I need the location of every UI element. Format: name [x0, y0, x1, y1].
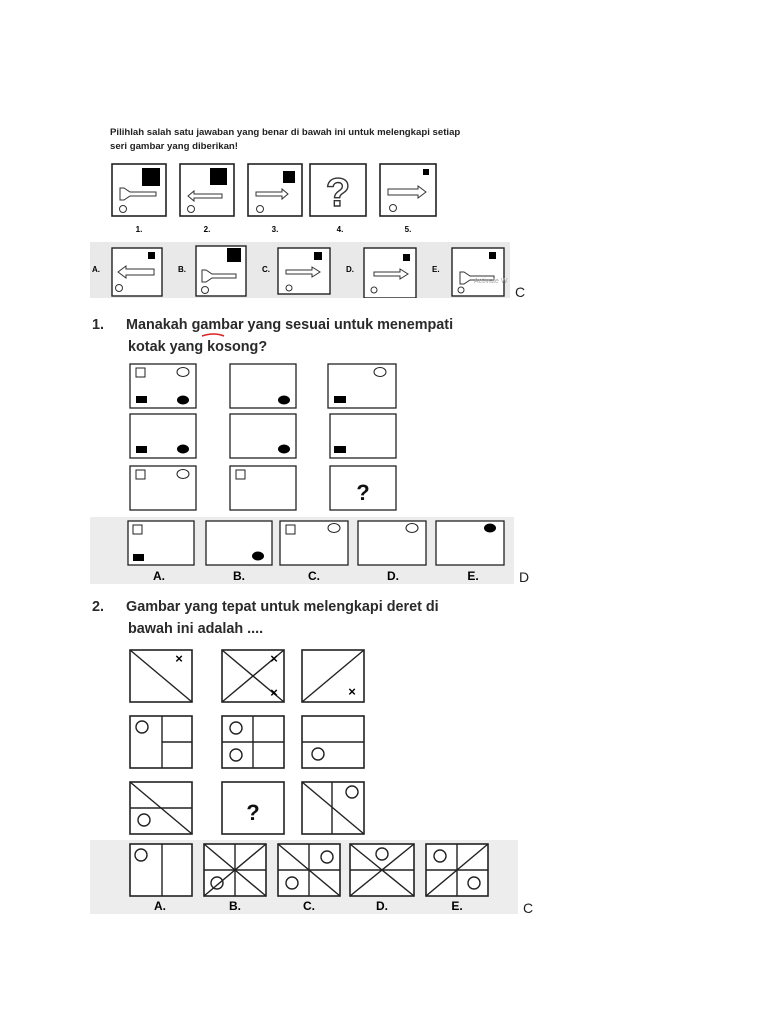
option-label-e: E.: [451, 899, 463, 913]
question-mark: ?: [325, 171, 351, 215]
option-label-a: A.: [92, 265, 100, 274]
option-a-figure: [128, 521, 194, 565]
grid-box-r3c2: [230, 466, 296, 510]
option-label-c: C.: [303, 899, 315, 913]
option-label-b: B.: [178, 265, 186, 274]
question-mark: ?: [356, 480, 370, 505]
series-box-r3c2: [222, 782, 284, 834]
option-c-figure: [278, 248, 330, 294]
sequence-label-1: 1.: [135, 225, 143, 234]
grid-box-r1c1: [130, 364, 196, 408]
grid-box-r1c3: [328, 364, 396, 408]
option-a-figure: [130, 844, 192, 896]
option-b-figure: [204, 844, 266, 896]
option-d-figure: [350, 844, 414, 896]
sequence-figure: [90, 122, 510, 298]
sequence-box-1: [112, 164, 166, 216]
series-box-r1c2: [222, 650, 284, 702]
option-label-d: D.: [376, 899, 388, 913]
answer-3: C: [523, 900, 534, 916]
sequence-label-4: 4.: [336, 225, 344, 234]
sequence-box-3: [248, 164, 302, 216]
sequence-label-5: 5.: [404, 225, 412, 234]
option-e-figure: [426, 844, 488, 896]
question-block-2: [90, 312, 514, 584]
grid-box-r1c2: [230, 364, 296, 408]
sequence-box-4: [310, 164, 366, 216]
svg-text:×: ×: [270, 651, 278, 666]
series-box-r2c1: [130, 716, 192, 768]
option-label-c: C.: [308, 569, 320, 583]
watermark-text: Activate W: [474, 278, 508, 285]
question-block-3: [90, 592, 518, 914]
question-block-1: [90, 122, 510, 298]
series-box-r1c1: [130, 650, 192, 702]
option-e-figure: [436, 521, 504, 565]
option-d-figure: [364, 248, 416, 298]
option-label-c: C.: [262, 265, 270, 274]
option-label-e: E.: [432, 265, 440, 274]
question-number: 1.: [92, 317, 105, 333]
question-line-2: bawah ini adalah ....: [128, 621, 264, 637]
option-d-figure: [358, 521, 426, 565]
question-line-1: Gambar yang tepat untuk melengkapi deret di: [126, 599, 439, 615]
option-label-a: A.: [154, 899, 166, 913]
sequence-box-2: [180, 164, 234, 216]
series-box-r2c3: [302, 716, 364, 768]
option-label-d: D.: [387, 569, 399, 583]
series-box-r3c3: [302, 782, 364, 834]
question-line-2: kotak yang kosong?: [128, 339, 268, 355]
sequence-label-3: 3.: [271, 225, 279, 234]
option-label-b: B.: [233, 569, 245, 583]
answer-2: D: [519, 569, 530, 585]
question-number: 2.: [92, 599, 105, 615]
svg-text:×: ×: [348, 684, 356, 699]
option-label-e: E.: [467, 569, 479, 583]
answer-1: C: [515, 284, 526, 300]
option-label-b: B.: [229, 899, 241, 913]
grid-box-r3c3: [330, 466, 396, 510]
series-box-r3c1: [130, 782, 192, 834]
sequence-label-2: 2.: [203, 225, 211, 234]
series-box-r2c2: [222, 716, 284, 768]
grid-box-r2c1: [130, 414, 196, 458]
series-box-r1c3: [302, 650, 364, 702]
option-a-figure: [112, 248, 162, 296]
question-line-1: Manakah gambar yang sesuai untuk menempati: [126, 317, 454, 333]
instruction-line-2: seri gambar yang diberikan!: [110, 141, 238, 152]
option-b-figure: [196, 246, 246, 296]
option-b-figure: [206, 521, 272, 565]
instruction-line-1: Pilihlah salah satu jawaban yang benar di bawah ini untuk melengkapi setiap: [110, 127, 461, 138]
svg-text:×: ×: [270, 685, 278, 700]
grid-box-r2c3: [330, 414, 396, 458]
option-label-a: A.: [153, 569, 165, 583]
series-figure: [90, 592, 518, 914]
sequence-box-5: [380, 164, 436, 216]
svg-text:×: ×: [175, 651, 183, 666]
option-c-figure: [280, 521, 348, 565]
option-label-d: D.: [346, 265, 354, 274]
option-c-figure: [278, 844, 340, 896]
option-e-figure: [452, 248, 504, 296]
question-mark: ?: [246, 800, 260, 825]
grid-box-r3c1: [130, 466, 196, 510]
grid-box-r2c2: [230, 414, 296, 458]
grid-figure: [90, 312, 514, 584]
